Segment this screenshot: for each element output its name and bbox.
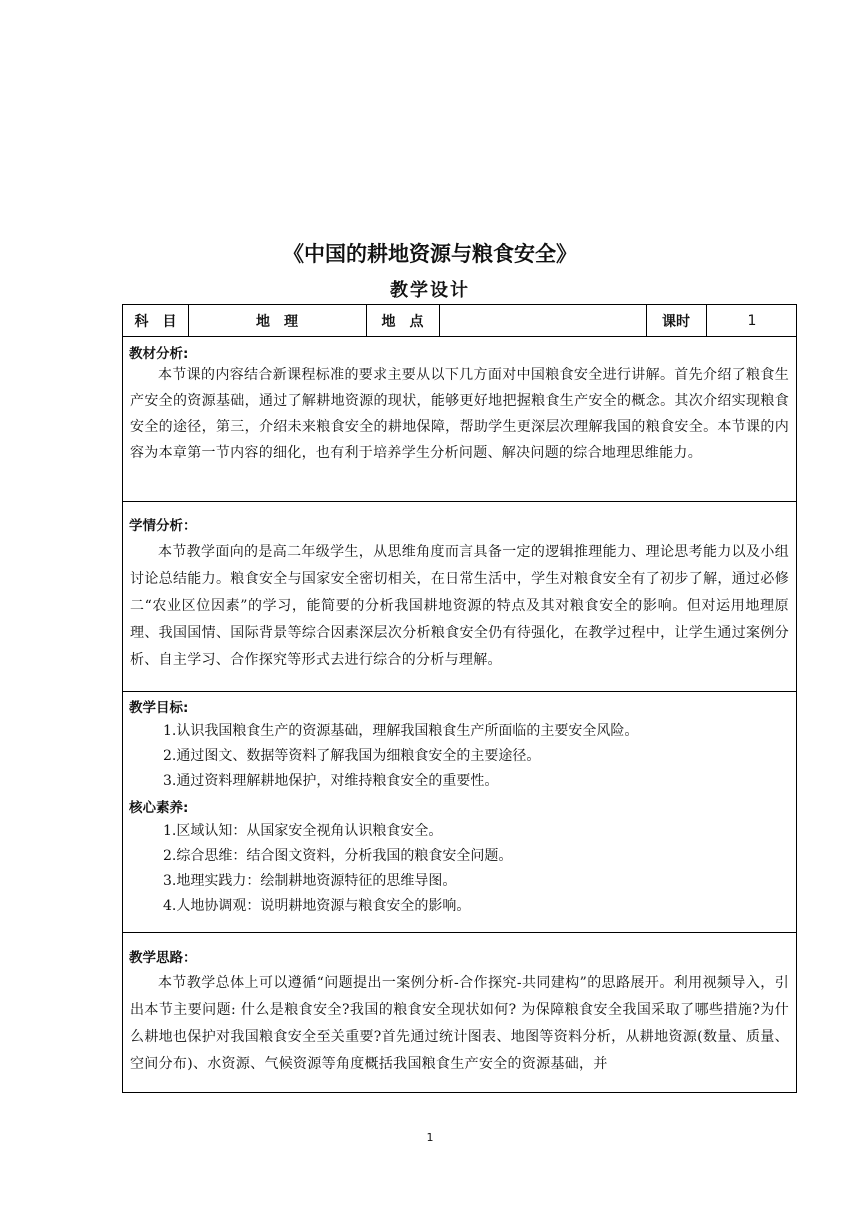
textbook-analysis-heading: 教材分析:	[129, 346, 189, 362]
core-literacy-item: 2.综合思维：结合图文资料，分析我国的粮食安全问题。	[163, 848, 513, 864]
core-literacy-item: 4.人地协调观：说明耕地资源与粮食安全的影响。	[163, 898, 471, 914]
goals-section	[123, 692, 796, 933]
teaching-goal-item: 2.通过图文、数据等资料了解我国为细粮食安全的主要途径。	[163, 748, 541, 764]
core-literacy-item: 3.地理实践力：绘制耕地资源特征的思维导图。	[163, 873, 457, 889]
lesson-plan-table	[122, 304, 797, 1093]
core-literacy-item: 1.区域认知：从国家安全视角认识粮食安全。	[163, 823, 443, 839]
period-value: 1	[747, 312, 757, 329]
subject-label: 科 目	[134, 313, 177, 330]
core-literacy-heading: 核心素养:	[129, 800, 189, 816]
textbook-analysis-section	[123, 337, 796, 502]
teaching-approach-heading: 教学思路：	[129, 950, 197, 966]
textbook-analysis-text: 本节课的内容结合新课程标准的要求主要从以下几方面对中国粮食安全进行讲解。首先介绍了粮食生产安全的资源基础，通过了解耕地资源的现状，能够更好地把握粮食生产安全的概念。其次介绍实现粮食安全的途径，第三，介绍未来粮食安全的耕地保障，帮助学生更深层次理解我国的粮食安全。本节课的内容为本章第一节内容的细化，也有利于培养学生分析问题、解决问题的综合地理思维能力。	[130, 367, 789, 461]
teaching-goal-item: 1.认识我国粮食生产的资源基础，理解我国粮食生产所面临的主要安全风险。	[163, 723, 639, 739]
document-title: 《中国的耕地资源与粮食安全》	[283, 242, 577, 266]
period-label: 课时	[662, 313, 690, 330]
document-subtitle: 教学设计	[390, 280, 470, 301]
subject-value: 地 理	[256, 313, 298, 330]
teaching-approach-text: 本节教学总体上可以遵循“问题提出一案例分析-合作探究-共同建构”的思路展开。利用视频导入，引出本节主要问题: 什么是粮食安全?我国的粮食安全现状如何? 为保障粮食安全我国采取了哪些措施?为什么耕地也保护对我国粮食安全至关重要?首先通过统计图表、地图等资料分析，从耕地资源(数量、质量、空间分布)、水资源、气候资源等角度概括我国粮食生产安全的资源基础，并	[130, 975, 789, 1072]
learner-analysis-heading: 学情分析：	[129, 518, 197, 534]
location-label: 地 点	[381, 313, 424, 330]
info-row	[123, 305, 796, 337]
page-number: 1	[426, 1131, 434, 1144]
teaching-approach-section	[123, 933, 796, 1094]
teaching-goal-item: 3.通过资料理解耕地保护，对维持粮食安全的重要性。	[163, 773, 499, 789]
learner-analysis-section	[123, 502, 796, 692]
location-value	[439, 305, 646, 336]
teaching-goals-heading: 教学目标:	[129, 700, 189, 716]
learner-analysis-text: 本节教学面向的是高二年级学生，从思维角度而言具备一定的逻辑推理能力、理论思考能力以及小组讨论总结能力。粮食安全与国家安全密切相关，在日常生活中，学生对粮食安全有了初步了解，通过必修二“农业区位因素”的学习，能简要的分析我国耕地资源的特点及其对粮食安全的影响。但对运用地理原理、我国国情、国际背景等综合因素深层次分析粮食安全仍有待强化，在教学过程中，让学生通过案例分析、自主学习、合作探究等形式去进行综合的分析与理解。	[130, 544, 789, 668]
